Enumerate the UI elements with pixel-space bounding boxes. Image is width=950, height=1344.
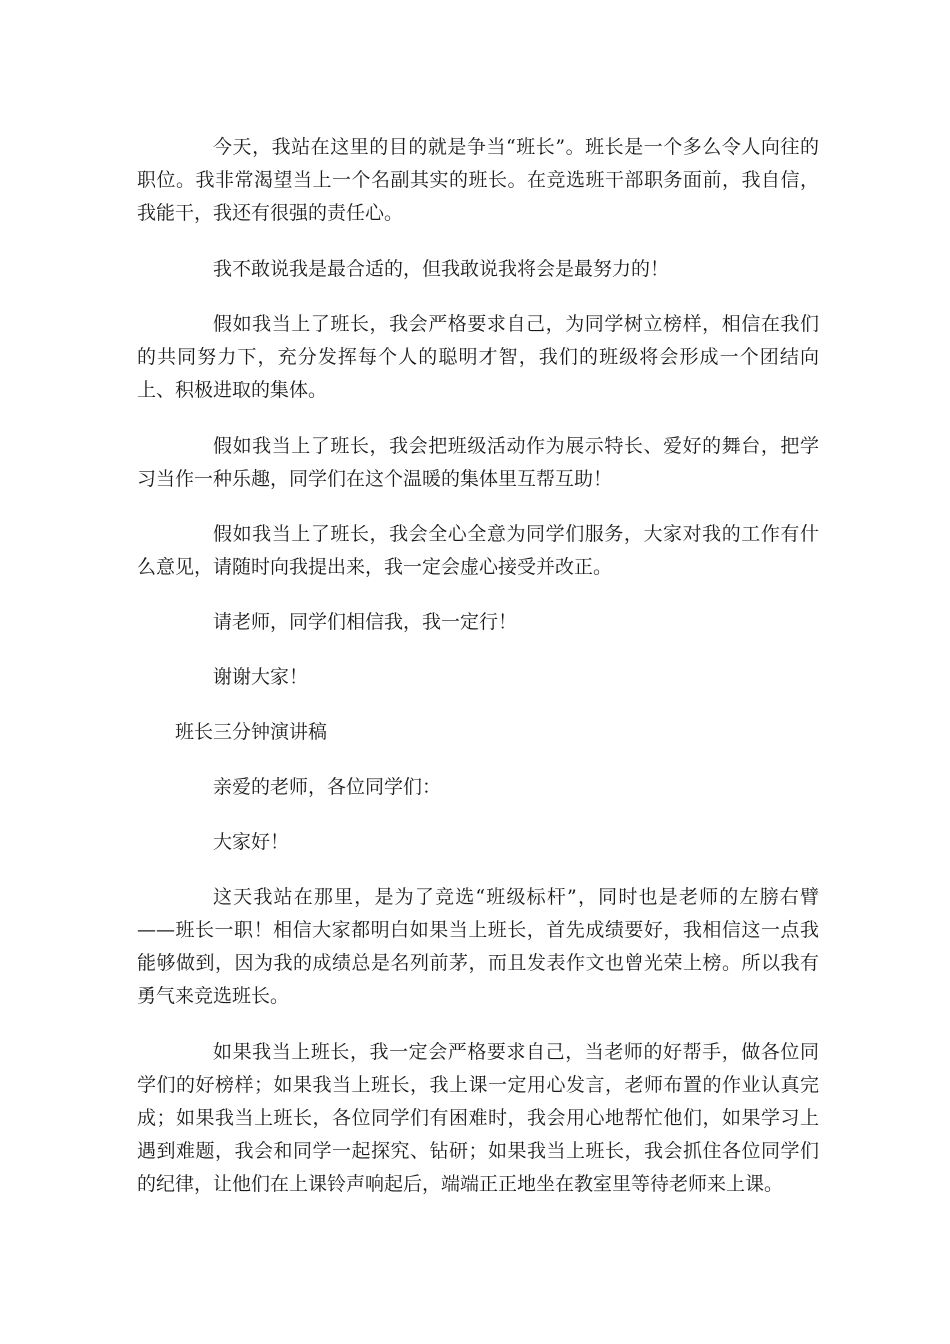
paragraph-hello: 大家好！ xyxy=(213,831,290,853)
paragraph-greeting: 亲爱的老师，各位同学们： xyxy=(213,776,442,798)
paragraph-service: 假如我当上了班长，我会全心全意为同学们服务，大家对我的工作有什么意见，请随时向我提出来，我一定会虚心接受并改正。 xyxy=(137,523,819,578)
paragraph-candidacy: 这天我站在那里，是为了竞选“班级标杆”，同时也是老师的左膀右臂——班长一职！相信大家都明白如果当上班长，首先成绩要好，我相信这一点我能够做到，因为我的成绩总是名列前茅，而且发表作文也曾光荣上榜。所以我有勇气来竞选班长。 xyxy=(137,886,819,1007)
paragraph-promises: 如果我当上班长，我一定会严格要求自己，当老师的好帮手，做各位同学们的好榜样；如果我当上班长，我上课一定用心发言，老师布置的作业认真完成；如果我当上班长，各位同学们有困难时，我会用心地帮忙他们，如果学习上遇到难题，我会和同学一起探究、钻研；如果我当上班长，我会抓住各位同学们的纪律，让他们在上课铃声响起后，端端正正地坐在教室里等待老师来上课。 xyxy=(137,1041,819,1195)
paragraph-effort: 我不敢说我是最合适的，但我敢说我将会是最努力的！ xyxy=(213,258,670,280)
paragraph-trust: 请老师，同学们相信我，我一定行！ xyxy=(213,611,518,633)
paragraph-activities: 假如我当上了班长，我会把班级活动作为展示特长、爱好的舞台，把学习当作一种乐趣，同学们在这个温暖的集体里互帮互助！ xyxy=(137,435,819,490)
paragraph-thanks: 谢谢大家！ xyxy=(213,666,309,688)
section-title: 班长三分钟演讲稿 xyxy=(175,721,328,743)
paragraph-role-model: 假如我当上了班长，我会严格要求自己，为同学树立榜样，相信在我们的共同努力下，充分发挥每个人的聪明才智，我们的班级将会形成一个团结向上、积极进取的集体。 xyxy=(137,313,819,401)
paragraph-intro: 今天，我站在这里的目的就是争当“班长”。班长是一个多么令人向往的职位。我非常渴望当上一个名副其实的班长。在竞选班干部职务面前，我自信，我能干，我还有很强的责任心。 xyxy=(137,136,819,224)
